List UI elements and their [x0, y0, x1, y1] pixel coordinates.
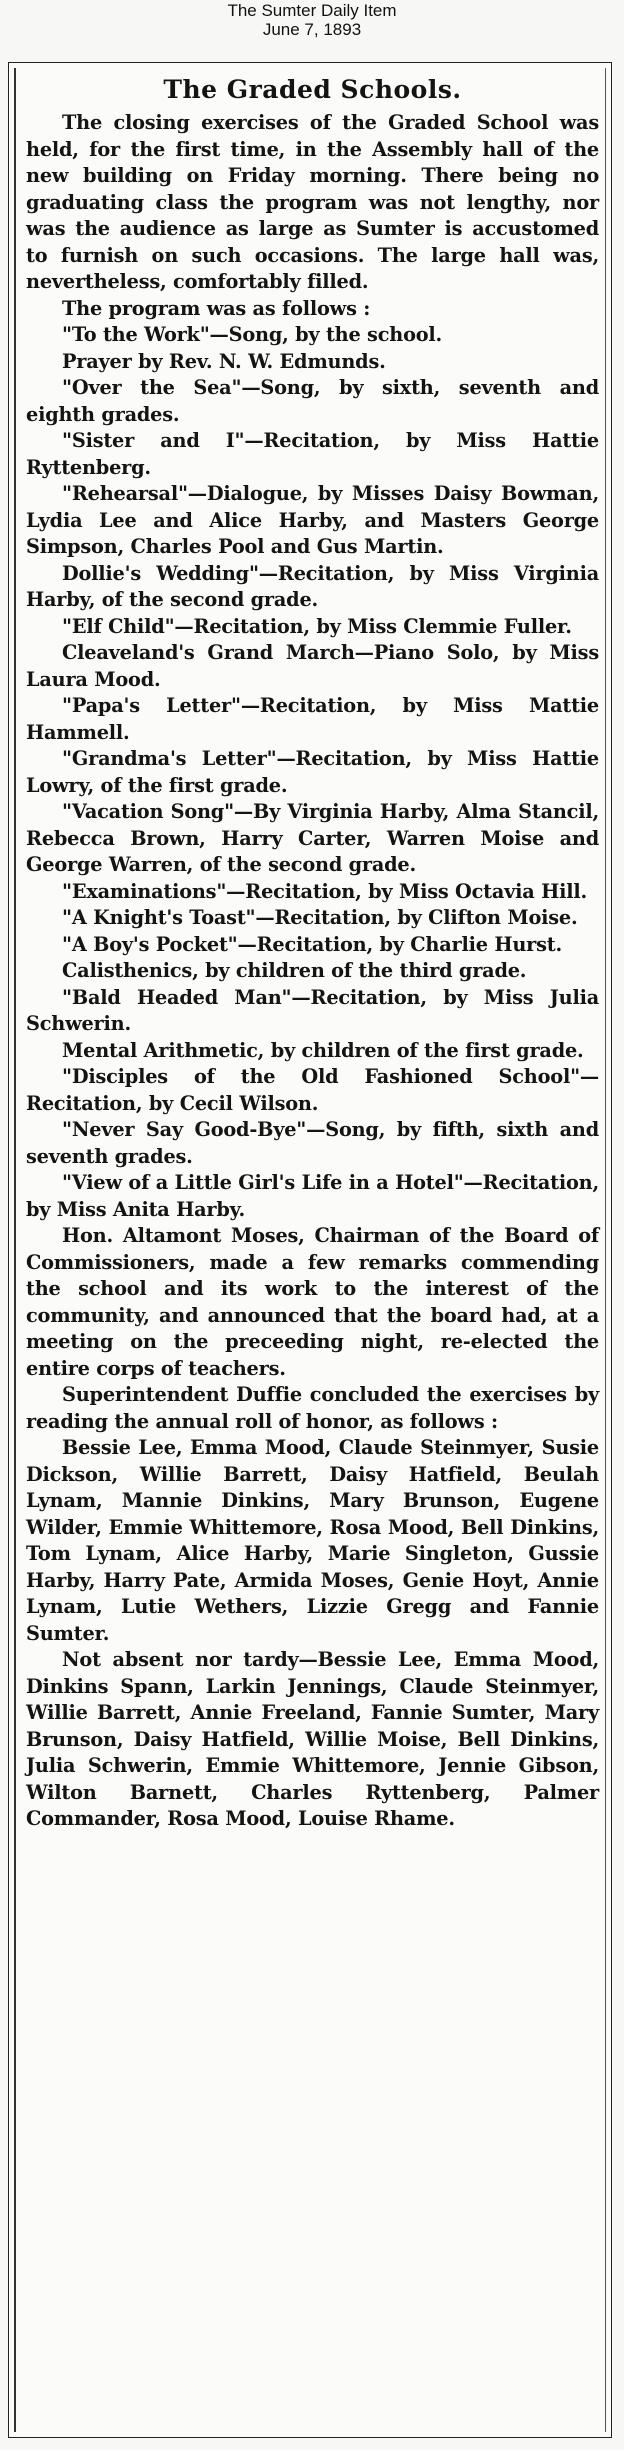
program-item: "A Knight's Toast"—Recitation, by Clifton Moise.	[62, 906, 578, 929]
article-headline: The Graded Schools.	[163, 75, 462, 104]
publication-name: The Sumter Daily Item	[227, 1, 397, 20]
paragraph-not-absent: Not absent nor tardy—Bessie Lee, Emma Mood, Dinkins Spann, Larkin Jennings, Claude Steinmyer, Willie Barrett, Annie Freeland, Fannie Sumter, Mary Brunson, Daisy Hatfield, Willie Moise, Bell Dinkins, Julia Schwerin, Emmie Whittemore, Jennie Gibson, Wilton Barnett, Charles Ryttenberg, Palmer Commander, Rosa Mood, Louise Rhame.	[26, 1648, 599, 1830]
paragraph-commissioners: Hon. Altamont Moses, Chairman of the Board of Commissioners, made a few remarks commending the school and its work to the interest of the community, and announced that the board had, at a meeting on the preceeding night, re-elected the entire corps of teachers.	[26, 1224, 599, 1380]
program-item: "Disciples of the Old Fashioned School"—Recitation, by Cecil Wilson.	[26, 1065, 599, 1115]
program-item: "View of a Little Girl's Life in a Hotel"—Recitation, by Miss Anita Harby.	[26, 1171, 599, 1221]
program-item: "Elf Child"—Recitation, by Miss Clemmie Fuller.	[62, 614, 572, 638]
program-item: "Never Say Good-Bye"—Song, by fifth, sixth and seventh grades.	[26, 1118, 599, 1168]
program-item: "Rehearsal"—Dialogue, by Misses Daisy Bowman, Lydia Lee and Alice Harby, and Masters George Simpson, Charles Pool and Gus Martin.	[26, 482, 599, 558]
program-item: "Papa's Letter"—Recitation, by Miss Mattie Hammell.	[26, 694, 599, 744]
newspaper-clipping	[8, 62, 612, 2438]
program-item: "Bald Headed Man"—Recitation, by Miss Julia Schwerin.	[26, 985, 599, 1035]
program-item: "Examinations"—Recitation, by Miss Octavia Hill.	[62, 879, 588, 903]
program-item: "Sister and I"—Recitation, by Miss Hattie Ryttenberg.	[26, 429, 599, 479]
program-item: Calisthenics, by children of the third grade.	[62, 959, 527, 982]
program-item: "To the Work"—Song, by the school.	[62, 323, 443, 346]
program-item: "Over the Sea"—Song, by sixth, seventh and eighth grades.	[26, 376, 599, 426]
paragraph-intro: The closing exercises of the Graded School was held, for the first time, in the Assembly hall of the new building on Friday morning. There being no graduating class the program was not lengthy, nor was the audience as large as Sumter is accustomed to furnish on such occasions. The large hall was, nevertheless, comfortably filled.	[26, 111, 599, 293]
paragraph-roll-of-honor: Bessie Lee, Emma Mood, Claude Steinmyer, Susie Dickson, Willie Barrett, Daisy Hatfield, Beulah Lynam, Mannie Dinkins, Mary Brunson, Eugene Wilder, Emmie Whittemore, Rosa Mood, Bell Dinkins, Tom Lynam, Alice Harby, Marie Singleton, Gussie Harby, Harry Pate, Armida Moses, Genie Hoyt, Annie Lynam, Lutie Wethers, Lizzie Gregg and Fannie Sumter.	[26, 1436, 599, 1645]
program-item: "A Boy's Pocket"—Recitation, by Charlie Hurst.	[62, 932, 562, 956]
program-item: Cleaveland's Grand March—Piano Solo, by Miss Laura Mood.	[26, 641, 599, 691]
paragraph-program-intro: The program was as follows :	[62, 296, 371, 320]
program-item: Prayer by Rev. N. W. Edmunds.	[62, 349, 386, 373]
program-item: "Vacation Song"—By Virginia Harby, Alma Stancil, Rebecca Brown, Harry Carter, Warren Moise and George Warren, of the second grade.	[26, 800, 599, 876]
article-column	[14, 68, 606, 2432]
program-item: "Grandma's Letter"—Recitation, by Miss Hattie Lowry, of the first grade.	[26, 747, 599, 797]
paragraph-superintendent: Superintendent Duffie concluded the exercises by reading the annual roll of honor, as follows :	[26, 1383, 599, 1433]
publication-date: June 7, 1893	[262, 20, 362, 39]
program-item: Mental Arithmetic, by children of the first grade.	[62, 1038, 584, 1062]
clipping-caption	[0, 0, 624, 41]
article-body	[26, 110, 599, 1833]
program-item: Dollie's Wedding"—Recitation, by Miss Virginia Harby, of the second grade.	[26, 561, 599, 611]
